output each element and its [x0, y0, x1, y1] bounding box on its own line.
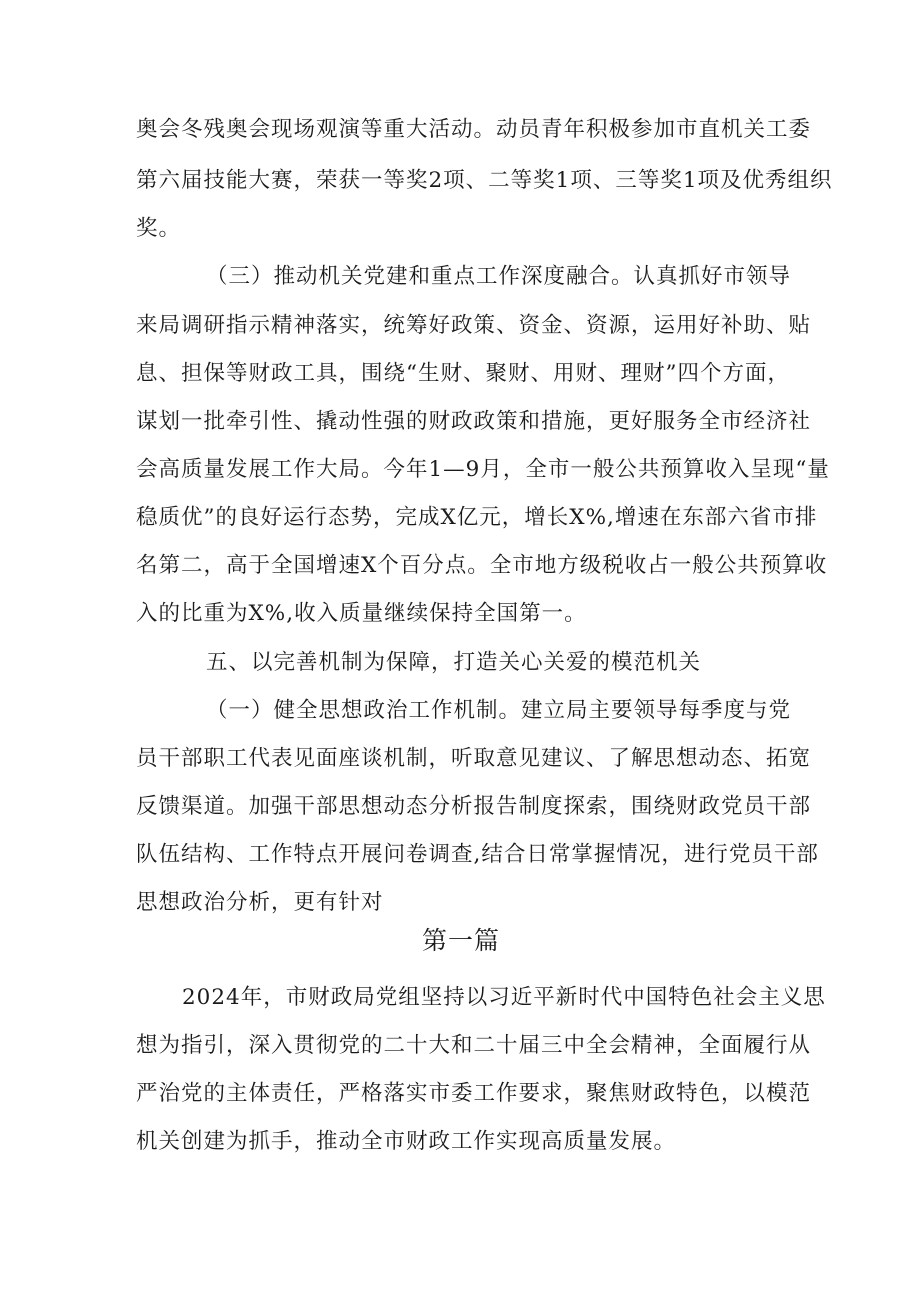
- text-line: 来局调研指示精神落实，统筹好政策、资金、资源，运用好补助、贴: [136, 313, 812, 338]
- text-line: 思想政治分析，更有针对: [136, 890, 384, 915]
- paragraph-heading-line: （一）健全思想政治工作机制。建立局主要领导每季度与党: [206, 698, 792, 723]
- text-line: 谋划一批牵引性、撬动性强的财政政策和措施，更好服务全市经济社: [136, 409, 812, 434]
- text-line: 名第二，高于全国增速X个百分点。全市地方级税收占一般公共预算收: [136, 553, 828, 578]
- text-line: 反馈渠道。加强干部思想动态分析报告制度探索，围绕财政党员干部: [136, 794, 812, 819]
- text-line: 员干部职工代表见面座谈机制，听取意见建议、了解思想动态、拓宽: [136, 746, 812, 771]
- intro-first-line: 2024年，市财政局党组坚持以习近平新时代中国特色社会主义思: [182, 985, 826, 1010]
- text-line: 队伍结构、工作特点开展问卷调查,结合日常掌握情况，进行党员干部: [136, 842, 819, 867]
- text-line: 息、担保等财政工具，围绕“生财、聚财、用财、理财”四个方面，: [136, 361, 790, 386]
- text-line: 会高质量发展工作大局。今年1—9月，全市一般公共预算收入呈现“量: [136, 457, 830, 482]
- section-heading: 五、以完善机制为保障，打造关心关爱的模范机关: [206, 650, 702, 675]
- text-line: 第六届技能大赛，荣获一等奖2项、二等奖1项、三等奖1项及优秀组织: [136, 168, 833, 193]
- paragraph-heading-line: （三）推动机关党建和重点工作深度融合。认真抓好市领导: [206, 264, 792, 289]
- text-line: 稳质优”的良好运行态势，完成X亿元，增长X%,增速在东部六省市排: [136, 505, 818, 530]
- part-title: 第一篇: [421, 926, 500, 955]
- text-line: 奖。: [136, 216, 182, 241]
- text-line: 入的比重为X%,收入质量继续保持全国第一。: [136, 601, 587, 626]
- text-line: 严治党的主体责任，严格落实市委工作要求，聚焦财政特色，以模范: [136, 1081, 812, 1106]
- text-line: 机关创建为抓手，推动全市财政工作实现高质量发展。: [136, 1129, 677, 1154]
- text-line: 奥会冬残奥会现场观演等重大活动。动员青年积极参加市直机关工委: [136, 117, 812, 142]
- text-line: 想为指引，深入贯彻党的二十大和二十届三中全会精神，全面履行从: [136, 1033, 812, 1058]
